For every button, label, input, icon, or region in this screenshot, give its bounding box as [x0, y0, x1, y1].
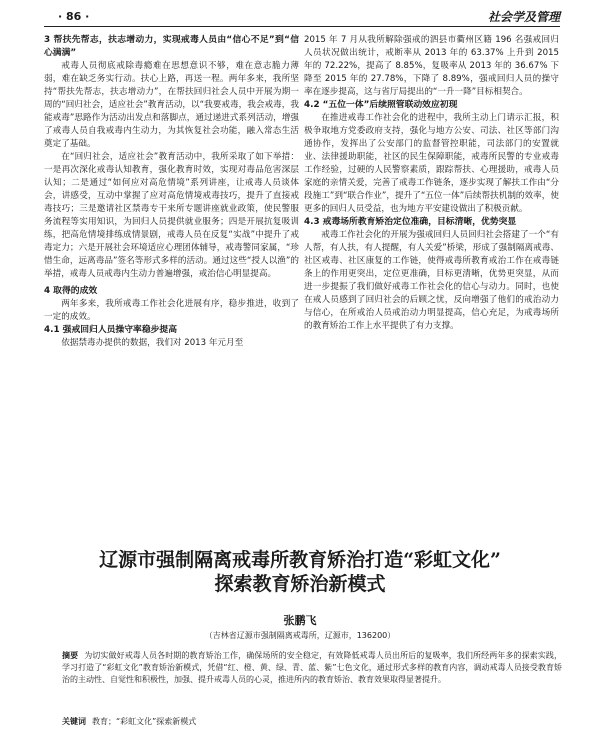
right-column [304, 34, 559, 333]
journal-name: 社会学及管理 [487, 10, 560, 24]
section-heading: 4.3 戒毒场所教育矫治定位准确，目标清晰，优势突显 [304, 217, 517, 227]
body-paragraph: 戒毒工作社会化的开展为强戒回归人员回归社会搭建了一个“有人帮，有人扶，有人提醒，有人关爱”桥梁，形成了强制隔离戒毒、社区戒毒、社区康复的工作链，使得戒毒所教育戒治工作在戒毒链条上的作用更突出，定位更准确，目标更清晰，优势更突显，从而进一步提振了我们做好戒毒工作社会化的信心与动力。同时，也使在戒人员感到了回归社会的后顾之忧，反向增强了他们的戒治动力与信心，在所戒治人员戒治动力明显提高，信心充足，为戒毒场所的教育矫治工作上水平提供了有力支撑。 [304, 230, 559, 331]
keywords [62, 716, 562, 728]
article-title [20, 548, 580, 596]
abstract-label: 摘要 [62, 651, 79, 660]
section-heading: 4 取得的成效 [44, 286, 98, 296]
author-affiliation: （吉林省辽源市强制隔离戒毒所，辽源市，136200） [204, 631, 396, 640]
body-paragraph: 在推进戒毒工作社会化的进程中，我所主动上门请示汇报，积极争取地方党委政府支持，强化与地方公安、司法、社区等部门沟通协作，发挥出了公安部门的监督管控职能，司法部门的安置就业、法律援助职能，社区的民生保障职能，戒毒所民警的专业戒毒工作经验，过硬的人民警察素质，跟踪帮扶、心理援助，戒毒人员家庭的亲情关爱，完善了戒毒工作链条，逐步实现了解扶工作由“分段施工”到“联合作业”，提升了“五位一体”后续帮扶机制的效率，使更多的回归人员受益，也为地方平安建设做出了积极贡献。 [304, 113, 559, 214]
page-number: · 86 · [58, 10, 90, 23]
section-heading: 3 帮扶先帮志，扶志增动力，实现戒毒人员由“信心不足”到“信心满满” [44, 35, 299, 58]
body-paragraph: 戒毒人员彻底戒除毒瘾难在思想意识不够，难在意志脆力薄弱，难在缺乏务实行动。扶心上路，再送一程。两年多来，我所坚持“帮扶先帮志，扶志增动力”，在帮扶回归社会人员中开展为期一周的“回归社会，适应社会”教育活动，以“我要戒毒，我会戒毒，我能戒毒”思路作为活动出发点和落脚点，通过递进式系列活动，增强了戒毒人员自我戒毒内生动力，为其恢复社会功能，融入常态生活奠定了基础。 [44, 61, 299, 149]
author-name: 张鹏飞 [283, 614, 317, 627]
keywords-text: 教育；“彩虹文化”探索新模式 [92, 717, 197, 726]
section-heading: 4.2 “五位一体”后续照管联动效应初现 [304, 100, 458, 110]
body-paragraph: 在“回归社会，适应社会”教育活动中，我所采取了如下举措：一是再次深化戒毒认知教育，强化教育时效，实现对毒品危害深层认知；二是通过“如何应对高危情境”系列讲座，让戒毒人员谈体会，讲感受，互动中掌握了应对高危情境戒毒技巧，提升了直接戒毒技巧；三是邀请社区禁毒专干来所专题讲座就业政策，使民警服务流程等实用知识，为回归人员提供就业服务；四是开展抗复吸训练，把高危情境排练成情景剧，戒毒人员在反复“实战”中提升了戒毒定力；六是开展社会环境适应心理团体辅导，戒毒警同家属，“珍惜生命，远离毒品”签名等形式多样的活动。通过这些“授人以渔”的举措，戒毒人员戒毒内生动力普遍增强，戒治信心明显提高。 [44, 152, 299, 279]
left-column [44, 34, 299, 350]
section-heading: 4.1 强戒回归人员操守率稳步提高 [44, 325, 178, 335]
abstract-text: 为切实做好戒毒人员各时期的教育矫治工作，确保场所的安全稳定，有效降低戒毒人员出所后的复吸率，我们所经两年多的探索实践，学习打造了“彩虹文化”教育矫治新模式，凭借“红、橙、黄、绿、青、蓝、紫”七色文化，通过形式多样的教育内容，调动戒毒人员接受教育矫治的主动性、自觉性和积极性，加强、提升戒毒人员的心灵，推进所内的教育矫治、教育效果取得显著提升。 [62, 651, 562, 684]
article-title-line-1: 辽源市强制隔离戒毒所教育矫治打造“彩虹文化” [99, 549, 501, 571]
page-header [0, 0, 600, 24]
body-paragraph: 两年多来，我所戒毒工作社会化进展有序，稳步推进，收到了一定的成效。 [44, 299, 299, 322]
header-rule [44, 26, 560, 27]
body-paragraph: 依据禁毒办提供的数据，我们对 2013 年元月至 [61, 338, 244, 348]
abstract [62, 650, 562, 686]
article-title-line-2: 探索教育矫治新模式 [214, 573, 386, 595]
keywords-label: 关键词 [62, 717, 86, 726]
body-paragraph: 2015 年 7 月从我所解除强戒的泗县市衢州区籍 196 名强戒回归人员状况做出统计，戒断率从 2013 年的 63.37% 上升到 2015 年的 72.22%，提高了 8.85%，复吸率从 2013 年的 36.67% 下降至 2015 年的 27.78%，下降了 8.89%，强戒回归人员的操守率在逐步提高，这与省厅局提出的“一升一降”目标相契合。 [304, 35, 559, 97]
